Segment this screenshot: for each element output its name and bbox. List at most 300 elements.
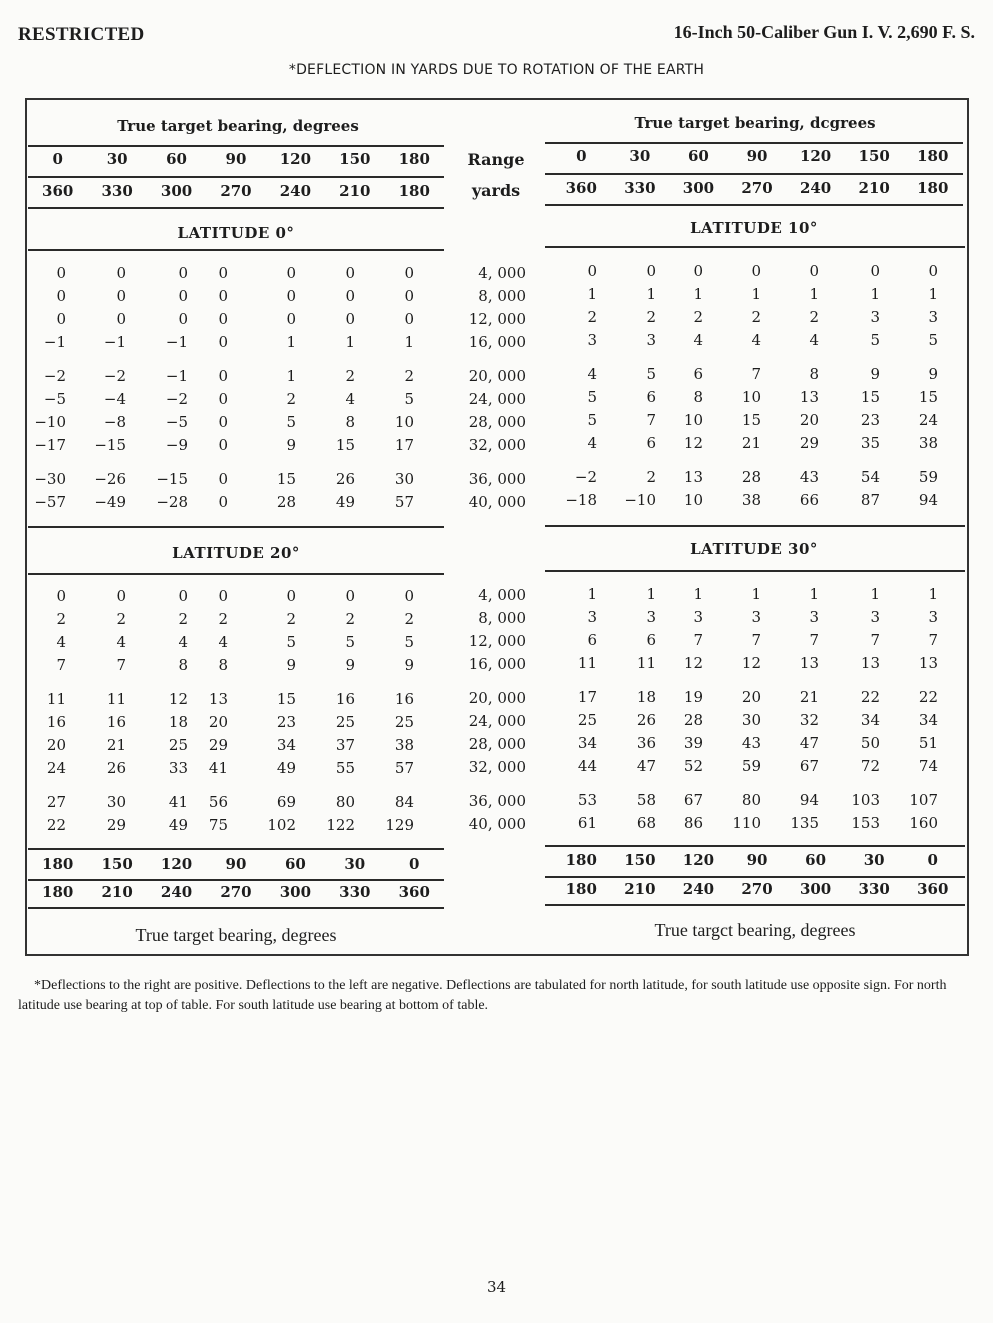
range-row [446,813,526,836]
deflection-cell: 2 [218,610,228,628]
latitude-caption: LATITUDE 30° [690,540,818,558]
divider [28,526,444,528]
range-row [446,365,526,388]
deflection-cell: 21 [106,736,126,754]
deflection-cell: −15 [94,436,126,454]
deflection-cell: 0 [693,262,703,280]
bearing-value: 150 [624,851,656,869]
deflection-cell: 7 [751,631,761,649]
deflection-cell: 4 [587,434,597,452]
table-row [28,331,414,354]
deflection-cell: 1 [587,585,597,603]
divider [545,570,965,572]
deflection-cell: 19 [683,688,703,706]
deflection-cell: 7 [928,631,938,649]
deflection-cell: −5 [165,413,188,431]
divider [545,876,965,878]
deflection-cell: 1 [286,333,296,351]
range-row [446,607,526,630]
divider [28,879,444,881]
deflection-cell: 4 [345,390,355,408]
deflection-cell: 23 [860,411,880,429]
deflection-cell: 5 [404,390,414,408]
deflection-cell: 11 [106,690,126,708]
deflection-cell: −18 [565,491,597,509]
deflection-cell: 122 [326,816,355,834]
deflection-cell: 0 [218,287,228,305]
divider [28,249,444,251]
deflection-cell: 28 [741,468,761,486]
table-row [545,732,938,755]
deflection-cell: 8 [809,365,819,383]
deflection-cell: 0 [56,264,66,282]
deflection-cell: 20 [208,713,228,731]
deflection-cell: 0 [178,310,188,328]
deflection-cell: 0 [178,587,188,605]
bearing-value: 90 [225,150,247,168]
deflection-cell: 38 [394,736,414,754]
deflection-cell: 0 [116,587,126,605]
table-row [545,306,938,329]
range-row [446,687,526,710]
table-row [28,814,414,837]
deflection-cell: 29 [799,434,819,452]
table-title: *DEFLECTION IN YARDS DUE TO ROTATION OF THE EARTH [288,62,705,78]
deflection-cell: 15 [860,388,880,406]
deflection-cell: 102 [267,816,296,834]
deflection-cell: 6 [693,365,703,383]
range-value: 8, 000 [478,609,526,627]
deflection-cell: 10 [683,491,703,509]
deflection-cell: 87 [860,491,880,509]
deflection-cell: 8 [345,413,355,431]
bearing-row-north [28,150,444,168]
range-value: 12, 000 [468,632,526,650]
range-value: 28, 000 [468,413,526,431]
bearing-value: 180 [398,150,430,168]
deflection-cell: 3 [751,608,761,626]
deflection-cell: 18 [636,688,656,706]
table-row [545,652,938,675]
divider [28,207,444,209]
footnote: *Deflections to the right are positive. Deflections to the left are negative. Deflections are tabulated for north latitude, for south latitude use opposite sign. For north latitude use bearing at top of table. For south latitude use bearing at bottom of table. [18,978,947,1013]
deflection-cell: 29 [106,816,126,834]
latitude-caption: LATITUDE 20° [172,544,300,562]
deflection-cell: 0 [218,333,228,351]
deflection-cell: 38 [741,491,761,509]
deflection-cell: 0 [345,587,355,605]
bearing-value: 240 [799,179,832,197]
table-row [28,411,414,434]
deflection-cell: 0 [116,310,126,328]
deflection-cell: 4 [809,331,819,349]
deflection-cell: 4 [587,365,597,383]
deflection-cell: 94 [918,491,938,509]
table-row [545,606,938,629]
deflection-cell: 22 [860,688,880,706]
deflection-cell: 0 [218,436,228,454]
range-row [446,262,526,285]
table-row [545,386,938,409]
deflection-cell: 0 [218,413,228,431]
range-row [446,733,526,756]
bearing-value: 240 [682,880,715,898]
deflection-cell: 4 [116,633,126,651]
deflection-cell: −1 [165,367,188,385]
bearing-value: 210 [101,883,133,901]
deflection-cell: 3 [646,331,656,349]
bearing-value: 30 [344,855,366,873]
deflection-cell: 34 [577,734,597,752]
bearing-value: 90 [746,851,768,869]
bearing-value: 150 [101,855,133,873]
deflection-cell: 2 [345,367,355,385]
deflection-cell: −10 [624,491,656,509]
deflection-cell: 61 [577,814,597,832]
deflection-cell: 1 [286,367,296,385]
bearing-value: 270 [741,880,773,898]
range-row [446,630,526,653]
deflection-cell: 13 [799,654,819,672]
deflection-cell: 67 [683,791,703,809]
divider [545,904,965,906]
deflection-cell: 7 [646,411,656,429]
divider [545,173,963,175]
bearing-value: 360 [42,182,74,200]
deflection-cell: 49 [335,493,355,511]
deflection-cell: 3 [809,608,819,626]
deflection-cell: 75 [208,816,228,834]
deflection-cell: 2 [646,308,656,326]
deflection-cell: 59 [918,468,938,486]
table-row [545,629,938,652]
deflection-cell: 2 [751,308,761,326]
deflection-cell: 3 [587,331,597,349]
bearing-value: 360 [398,883,430,901]
deflection-cell: 2 [404,367,414,385]
deflection-cell: 4 [218,633,228,651]
deflection-cell: 47 [799,734,819,752]
deflection-cell: 20 [741,688,761,706]
deflection-cell: 0 [218,390,228,408]
table-row [545,283,938,306]
deflection-cell: 24 [46,759,66,777]
deflection-cell: 0 [404,264,414,282]
bearing-value: 330 [858,880,890,898]
deflection-cell: 5 [587,388,597,406]
bearing-value: 180 [917,147,949,165]
deflection-cell: 54 [860,468,880,486]
page-number: 34 [486,1278,507,1296]
deflection-cell: 52 [683,757,703,775]
divider [28,848,444,850]
bearing-value: 60 [805,851,827,869]
deflection-cell: 4 [693,331,703,349]
table-row [28,734,414,757]
deflection-cell: 7 [809,631,819,649]
bearing-value: 180 [917,179,949,197]
bearing-row-south-alt [552,880,962,898]
deflection-cell: 34 [860,711,880,729]
deflection-cell: 0 [345,264,355,282]
deflection-cell: 10 [741,388,761,406]
deflection-cell: 0 [404,310,414,328]
deflection-cell: 22 [918,688,938,706]
range-row [446,584,526,607]
latitude-30-grid [545,583,938,835]
table-row [545,489,938,512]
deflection-cell: 36 [636,734,656,752]
table-row [28,491,414,514]
bearing-value: 330 [101,182,133,200]
deflection-cell: 72 [860,757,880,775]
deflection-cell: 153 [851,814,880,832]
table-row [28,365,414,388]
deflection-cell: 5 [928,331,938,349]
deflection-cell: 26 [106,759,126,777]
deflection-cell: 53 [577,791,597,809]
deflection-cell: 25 [335,713,355,731]
deflection-cell: 13 [860,654,880,672]
deflection-cell: 50 [860,734,880,752]
deflection-cell: 2 [116,610,126,628]
deflection-cell: −1 [103,333,126,351]
bearing-value: 330 [624,179,656,197]
table-row [545,709,938,732]
top-caption-left: True target bearing, degrees [117,117,359,135]
deflection-cell: 26 [335,470,355,488]
deflection-cell: 3 [928,608,938,626]
deflection-cell: −8 [103,413,126,431]
deflection-cell: 34 [918,711,938,729]
bearing-value: 120 [160,855,193,873]
table-row [28,388,414,411]
table-row [28,434,414,457]
deflection-cell: 27 [46,793,66,811]
bearing-value: 240 [279,182,312,200]
deflection-cell: 0 [218,493,228,511]
deflection-cell: 5 [404,633,414,651]
table-row [28,791,414,814]
deflection-cell: 2 [809,308,819,326]
deflection-cell: 0 [345,310,355,328]
deflection-cell: 43 [741,734,761,752]
bearing-value: 60 [166,150,187,168]
latitude-caption: LATITUDE 10° [690,219,818,237]
bearing-value: 120 [682,851,715,869]
divider [28,573,444,575]
deflection-cell: 24 [918,411,938,429]
deflection-cell: −26 [94,470,126,488]
deflection-cell: 0 [56,587,66,605]
deflection-cell: −17 [34,436,66,454]
bearing-value: 330 [339,883,371,901]
deflection-cell: 9 [286,436,296,454]
range-row [446,790,526,813]
deflection-cell: 29 [208,736,228,754]
deflection-cell: 1 [693,285,703,303]
bearing-value: 30 [106,150,128,168]
range-row [446,434,526,457]
deflection-cell: −2 [574,468,597,486]
deflection-cell: 7 [870,631,880,649]
deflection-cell: 0 [56,310,66,328]
deflection-cell: 0 [809,262,819,280]
top-caption-right: True target bearing, dcgrees [634,114,876,132]
deflection-cell: 12 [683,434,703,452]
deflection-cell: 2 [286,390,296,408]
deflection-cell: 13 [208,690,228,708]
deflection-cell: 49 [168,816,188,834]
bearing-value: 180 [42,883,74,901]
range-value: 32, 000 [468,758,526,776]
deflection-cell: 3 [646,608,656,626]
table-row [28,608,414,631]
deflection-cell: 0 [56,287,66,305]
deflection-cell: 12 [168,690,188,708]
deflection-cell: 34 [276,736,296,754]
divider [545,142,963,144]
deflection-cell: 129 [385,816,414,834]
deflection-cell: 6 [646,388,656,406]
table-row [28,654,414,677]
deflection-cell: 12 [741,654,761,672]
deflection-cell: 2 [178,610,188,628]
bearing-value: 210 [339,182,371,200]
deflection-cell: 7 [116,656,126,674]
deflection-cell: 26 [636,711,656,729]
deflection-cell: 0 [286,264,296,282]
deflection-cell: 0 [116,287,126,305]
table-row [28,688,414,711]
deflection-cell: 7 [693,631,703,649]
table-row [28,262,414,285]
deflection-cell: 32 [799,711,819,729]
table-row [28,285,414,308]
bearing-value: 360 [917,880,949,898]
bearing-value: 300 [160,182,193,200]
deflection-cell: 84 [394,793,414,811]
table-row [28,308,414,331]
divider [545,246,965,248]
table-row [545,583,938,606]
range-value: 28, 000 [468,735,526,753]
deflection-cell: 1 [928,285,938,303]
deflection-cell: −28 [156,493,188,511]
bearing-value: 30 [863,851,885,869]
deflection-cell: 1 [928,585,938,603]
range-value: 40, 000 [468,493,526,511]
deflection-cell: 30 [106,793,126,811]
deflection-cell: 0 [646,262,656,280]
deflection-cell: 1 [870,285,880,303]
bearing-value: 0 [409,855,420,873]
deflection-cell: 5 [286,413,296,431]
deflection-cell: 8 [693,388,703,406]
deflection-cell: 15 [918,388,938,406]
bearing-value: 60 [284,855,306,873]
bearing-value: 270 [220,182,252,200]
deflection-cell: 9 [928,365,938,383]
bearing-value: 30 [629,147,651,165]
deflection-cell: 18 [168,713,188,731]
deflection-cell: 28 [276,493,296,511]
range-header: Range [467,150,525,169]
table-row [545,363,938,386]
divider [28,145,444,147]
deflection-cell: 0 [404,587,414,605]
table-row [545,409,938,432]
deflection-cell: −2 [103,367,126,385]
divider [545,525,965,527]
deflection-cell: 7 [751,365,761,383]
deflection-cell: 80 [741,791,761,809]
bearing-row-north-alt [552,179,962,197]
table-row [545,812,938,835]
latitude-10-grid [545,260,938,512]
bearing-value: 270 [220,883,252,901]
deflection-cell: −9 [165,436,188,454]
deflection-cell: 3 [870,308,880,326]
range-value: 20, 000 [468,689,526,707]
range-value: 4, 000 [478,586,526,604]
deflection-cell: 5 [587,411,597,429]
deflection-cell: 30 [741,711,761,729]
deflection-cell: 0 [218,367,228,385]
deflection-cell: −49 [94,493,126,511]
bearing-value: 180 [398,182,430,200]
bearing-row-south [552,851,962,869]
range-value: 36, 000 [468,792,526,810]
bearing-value: 150 [858,147,890,165]
deflection-cell: 11 [636,654,656,672]
bearing-value: 300 [279,883,312,901]
bearing-value: 270 [741,179,773,197]
deflection-cell: 16 [394,690,414,708]
range-value: 24, 000 [468,390,526,408]
deflection-cell: 74 [918,757,938,775]
range-value: 12, 000 [468,310,526,328]
deflection-cell: 0 [404,287,414,305]
bearing-value: 0 [927,851,938,869]
bearing-value: 120 [279,150,312,168]
table-row [28,468,414,491]
deflection-cell: 39 [683,734,703,752]
deflection-cell: 43 [799,468,819,486]
bearing-value: 180 [565,851,597,869]
deflection-cell: −10 [34,413,66,431]
bearing-value: 210 [624,880,656,898]
table-row [545,466,938,489]
deflection-cell: 4 [751,331,761,349]
deflection-cell: 3 [870,608,880,626]
deflection-cell: 56 [208,793,228,811]
bottom-caption-right: True targct bearing, degrees [654,920,856,940]
range-value: 8, 000 [478,287,526,305]
deflection-cell: 110 [732,814,761,832]
range-value: 16, 000 [468,333,526,351]
bearing-value: 180 [565,880,597,898]
deflection-cell: 68 [636,814,656,832]
deflection-cell: 9 [870,365,880,383]
deflection-cell: 0 [116,264,126,282]
bearing-value: 150 [339,150,371,168]
deflection-cell: 9 [286,656,296,674]
deflection-cell: 0 [286,310,296,328]
deflection-cell: 13 [683,468,703,486]
deflection-cell: 16 [106,713,126,731]
deflection-cell: 10 [394,413,414,431]
